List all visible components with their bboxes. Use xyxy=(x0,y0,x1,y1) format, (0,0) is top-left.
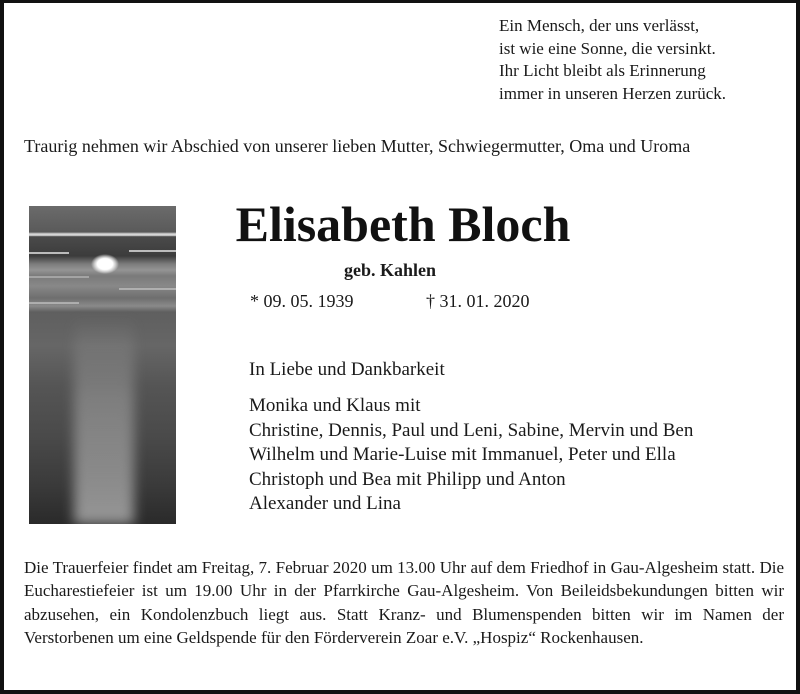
birth-date: * 09. 05. 1939 xyxy=(250,291,354,311)
mourner-line: Christoph und Bea mit Philipp und Anton xyxy=(249,468,566,490)
mourner-line: Christine, Dennis, Paul und Leni, Sabine, Mervin und Ben xyxy=(249,419,694,441)
death-date: † 31. 01. 2020 xyxy=(426,291,530,311)
mourner-line: Alexander und Lina xyxy=(249,493,401,514)
funeral-notice: Die Trauerfeier findet am Freitag, 7. Februar 2020 um 13.00 Uhr auf dem Friedhof in Gau-Algesheim statt. Die Eucharestiefeier ist um 19.00 Uhr in der Pfarrkirche Gau-Algesheim. Von Beileidsbekundungen bitten wir abzusehen, ein Kondolenzbuch liegt aus. Statt Kranz- und Blumenspenden bitten wir im Namen der Verstorbenen um eine Geldspende für den Förderverein Zoar e.V. „Hospiz“ Rockenhausen. xyxy=(24,558,784,647)
mourners-list xyxy=(249,394,693,517)
intro-text: Traurig nehmen wir Abschied von unserer lieben Mutter, Schwiegermutter, Oma und Uroma xyxy=(24,136,691,156)
mourner-line: Monika und Klaus mit xyxy=(249,395,421,416)
poem-line: Ein Mensch, der uns verlässt, xyxy=(499,16,700,35)
sunset-image xyxy=(29,206,176,524)
poem xyxy=(499,15,726,105)
maiden-name: geb. Kahlen xyxy=(344,260,437,280)
poem-line: immer in unseren Herzen zurück. xyxy=(499,83,727,103)
poem-line: Ihr Licht bleibt als Erinnerung xyxy=(499,61,706,80)
gratitude-line: In Liebe und Dankbarkeit xyxy=(249,359,445,380)
deceased-name: Elisabeth Bloch xyxy=(235,196,571,252)
mourner-line: Wilhelm und Marie-Luise mit Immanuel, Peter und Ella xyxy=(249,444,676,465)
poem-line: ist wie eine Sonne, die versinkt. xyxy=(499,38,716,58)
